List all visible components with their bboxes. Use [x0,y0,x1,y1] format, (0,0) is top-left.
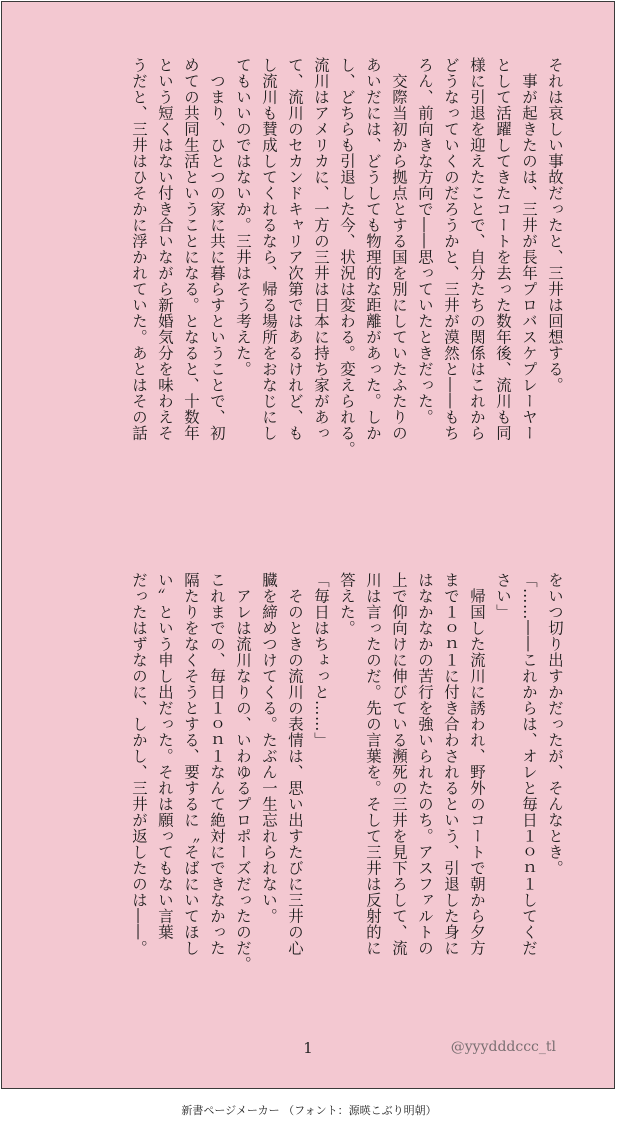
text-line: 隔たりをなくそうとする、要するに〝そばにいてほし [182,572,200,956]
text-line: これまでの、毎日１ｏｎ１なんて絶対にできなかった [208,572,226,956]
text-line: 川は言ったのだ。先の言葉を。そして三井は反射的に [364,572,382,956]
text-line: だったはずなのに、しかし、三井が返したのは――。 [130,572,148,956]
text-line: として活躍してきたコートを去った数年後、流川も同 [494,57,512,441]
text-line: 上で仰向けに伸びている瀕死の三井を見下ろして、流 [390,572,408,956]
text-line: 流川はアメリカに、一方の三井は日本に持ち家があっ [312,57,330,441]
text-line: まで１ｏｎ１に付き合わされるという、引退した身に [442,572,460,956]
text-line: うだと、三井はひそかに浮かれていた。あとはその話 [130,57,148,441]
text-line: そのときの流川の表情は、思い出すたびに三井の心 [286,572,304,956]
text-line: それは哀しい事故だったと、三井は回想する。 [546,57,564,393]
text-line: し、どちらも引退した今、状況は変わる。変えられる。 [338,57,356,457]
text-line: さい」 [494,572,512,620]
text-line: 「……――これからは、オレと毎日１ｏｎ１してくだ [520,572,538,956]
book-page [1,1,615,1089]
text-line: て、流川のセカンドキャリア次第ではあるけれど、も [286,57,304,441]
author-handle: @yyydddccc_tl [450,1039,556,1055]
text-line: 答えた。 [338,572,356,636]
text-line: めての共同生活ということになる。となると、十数年 [182,57,200,441]
text-line: てもいいのではないか。三井はそう考えた。 [234,57,252,377]
text-block-upper [126,57,568,517]
text-block-lower [126,572,568,1032]
text-line: あいだには、どうしても物理的な距離があった。しか [364,57,382,441]
text-line: い〟という申し出だった。それは願ってもない言葉 [156,572,174,940]
footer-caption: 新書ページメーカー （フォント：源暎こぶり明朝） [181,1104,437,1117]
text-line: ろん、前向きな方向で――思っていたときだった。 [416,57,434,425]
text-line: どうなっていくのだろうかと、三井が漠然と――もち [442,57,460,441]
text-line: 臓を締めつけてくる。たぶん一生忘れられない。 [260,572,278,924]
text-line: つまり、ひとつの家に共に暮らすということで、初 [208,57,226,441]
text-line: という短くはない付き合いながら新婚気分を味わえそ [156,57,174,441]
text-line: アレは流川なりの、いわゆるプロポーズだったのだ。 [234,572,252,972]
page-number: 1 [303,1039,313,1057]
text-line: 帰国した流川に誘われ、野外のコートで朝から夕方 [468,572,486,956]
text-line: 事が起きたのは、三井が長年プロバスケプレーヤー [520,57,538,441]
text-line: 「毎日はちょっと……」 [312,572,330,748]
text-line: 様に引退を迎えたことで、自分たちの関係はこれから [468,57,486,441]
text-line: し流川も賛成してくれるなら、帰る場所をおなじにし [260,57,278,441]
text-line: はなかなかの苦行を強いられたのち。アスファルトの [416,572,434,956]
text-line: をいつ切り出すかだったが、そんなとき。 [546,572,564,876]
text-line: 交際当初から拠点とする国を別にしていたふたりの [390,57,408,441]
